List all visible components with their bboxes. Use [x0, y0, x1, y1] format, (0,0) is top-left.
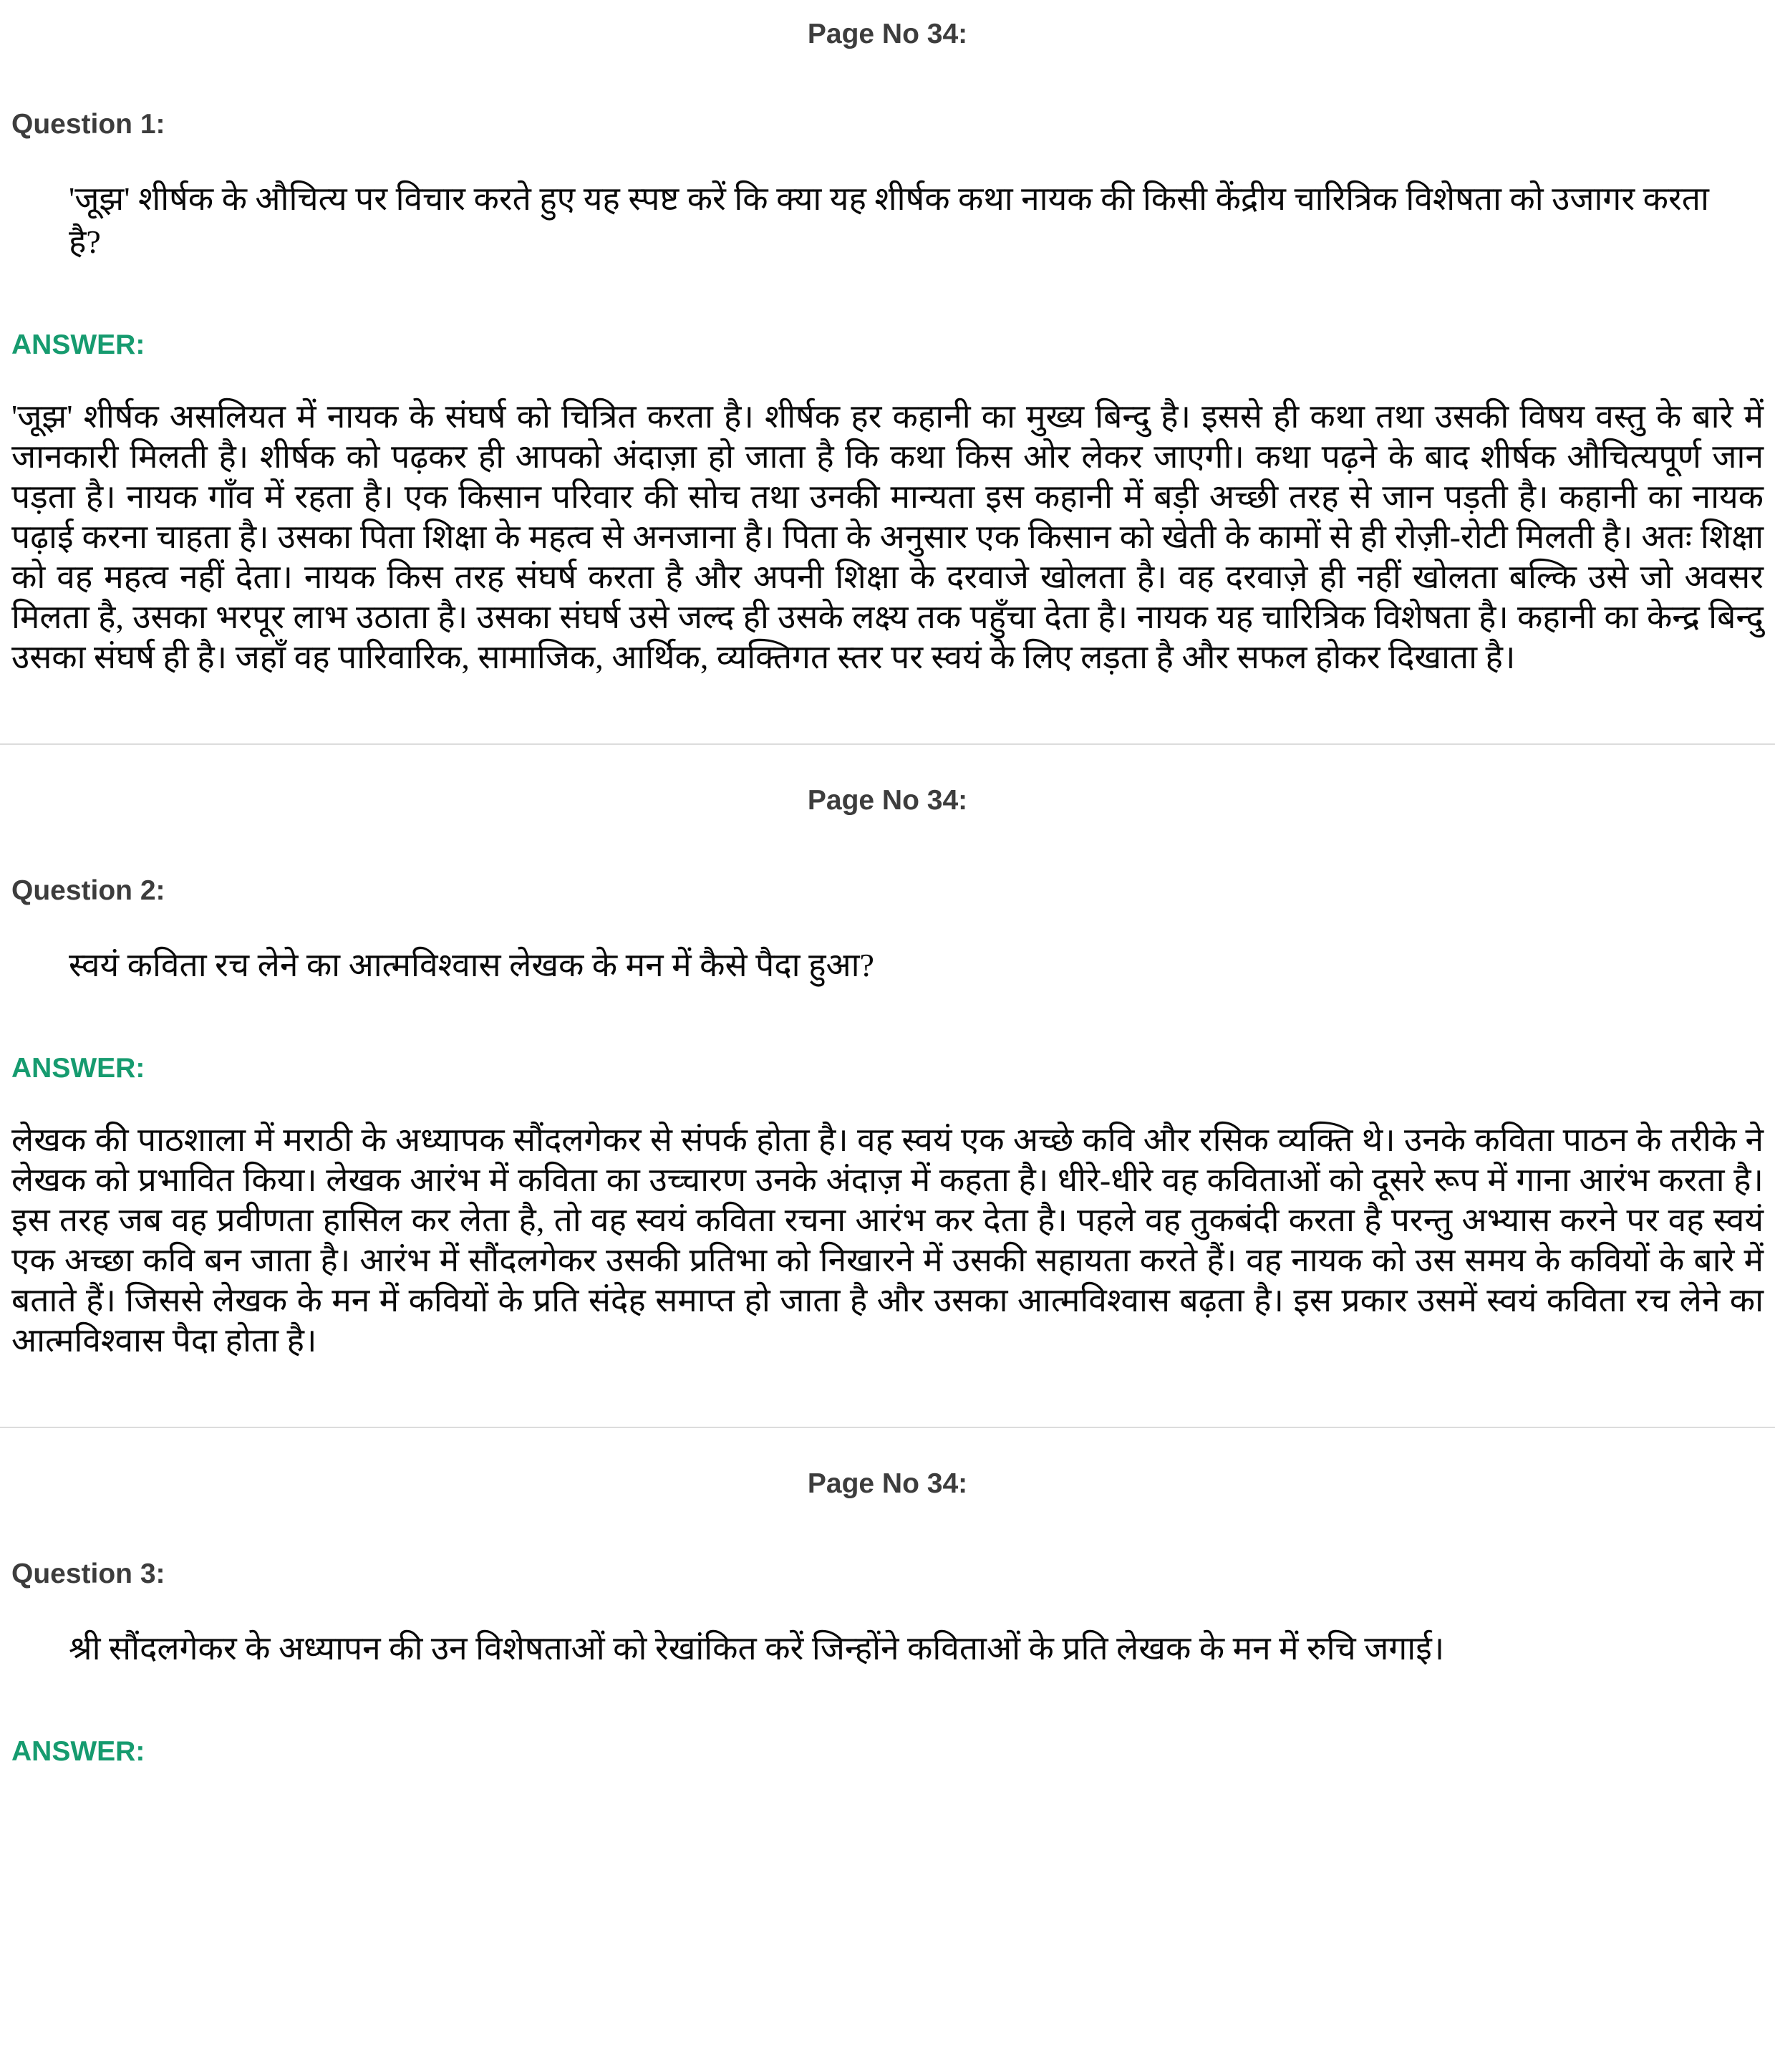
question-2-text: स्वयं कविता रच लेने का आत्मविश्वास लेखक के मन में कैसे पैदा हुआ?	[69, 947, 874, 983]
question-1-section	[11, 19, 1764, 678]
answer-2-text: लेखक की पाठशाला में मराठी के अध्यापक सौंदलगेकर से संपर्क होता है। वह स्वयं एक अच्छे कवि और रसिक व्यक्ति थे। उनके कविता पाठन के तरीके ने लेखक को प्रभावित किया। लेखक आरंभ में कविता का उच्चारण उनके अंदाज़ में कहता है। धीरे-धीरे वह कविताओं को दूसरे रूप में गाना आरंभ करता है। इस तरह जब वह प्रवीणता हासिल कर लेता है, तो वह स्वयं कविता रचना आरंभ कर देता है। पहले वह तुकबंदी करता है परन्तु अभ्यास करने पर वह स्वयं एक अच्छा कवि बन जाता है। आरंभ में सौंदलगेकर उसकी प्रतिभा को निखारने में उसकी सहायता करते हैं। वह नायक को उस समय के कवियों के बारे में बताते हैं। जिससे लेखक के मन में कवियों के प्रति संदेह समाप्त हो जाता है और उसका आत्मविश्वास बढ़ता है। इस प्रकार उसमें स्वयं कविता रच लेने का आत्मविश्वास पैदा होता है।	[11, 1122, 1764, 1359]
question-1-text: 'जूझ' शीर्षक के औचित्य पर विचार करते हुए यह स्पष्ट करें कि क्या यह शीर्षक कथा नायक की किसी केंद्रीय चारित्रिक विशेषता को उजागर करता है?	[69, 180, 1709, 260]
question-3-section	[11, 1468, 1764, 1768]
answer-2-label: ANSWER:	[11, 1053, 145, 1084]
section-divider	[0, 1427, 1775, 1428]
answer-1-label: ANSWER:	[11, 329, 145, 360]
question-3-label: Question 3:	[11, 1558, 165, 1589]
question-2-section	[11, 785, 1764, 1361]
qa-document	[11, 19, 1764, 1768]
page-number-heading: Page No 34:	[807, 785, 968, 816]
answer-3-label: ANSWER:	[11, 1736, 145, 1767]
question-2-label: Question 2:	[11, 875, 165, 906]
page-number-heading: Page No 34:	[807, 19, 968, 49]
section-divider	[0, 743, 1775, 745]
answer-1-text: 'जूझ' शीर्षक असलियत में नायक के संघर्ष को चित्रित करता है। शीर्षक हर कहानी का मुख्य बिन्दु है। इससे ही कथा तथा उसकी विषय वस्तु के बारे में जानकारी मिलती है। शीर्षक को पढ़कर ही आपको अंदाज़ा हो जाता है कि कथा किस ओर लेकर जाएगी। कथा पढ़ने के बाद शीर्षक औचित्यपूर्ण जान पड़ता है। नायक गाँव में रहता है। एक किसान परिवार की सोच तथा उनकी मान्यता इस कहानी में बड़ी अच्छी तरह से जान पड़ती है। कहानी का नायक पढ़ाई करना चाहता है। उसका पिता शिक्षा के महत्व से अनजाना है। पिता के अनुसार एक किसान को खेती के कामों से ही रोज़ी-रोटी मिलती है। अतः शिक्षा को वह महत्व नहीं देता। नायक किस तरह संघर्ष करता है और अपनी शिक्षा के दरवाजे खोलता है। वह दरवाज़े ही नहीं खोलता बल्कि उसे जो अवसर मिलता है, उसका भरपूर लाभ उठाता है। उसका संघर्ष उसे जल्द ही उसके लक्ष्य तक पहुँचा देता है। नायक यह चारित्रिक विशेषता है। कहानी का केन्द्र बिन्दु उसका संघर्ष ही है। जहाँ वह पारिवारिक, सामाजिक, आर्थिक, व्यक्तिगत स्तर पर स्वयं के लिए लड़ता है और सफल होकर दिखाता है।	[11, 398, 1764, 675]
question-3-text: श्री सौंदलगेकर के अध्यापन की उन विशेषताओं को रेखांकित करें जिन्होंने कविताओं के प्रति लेखक के मन में रुचि जगाई।	[69, 1630, 1445, 1667]
page-number-heading: Page No 34:	[807, 1468, 968, 1499]
question-1-label: Question 1:	[11, 109, 165, 140]
